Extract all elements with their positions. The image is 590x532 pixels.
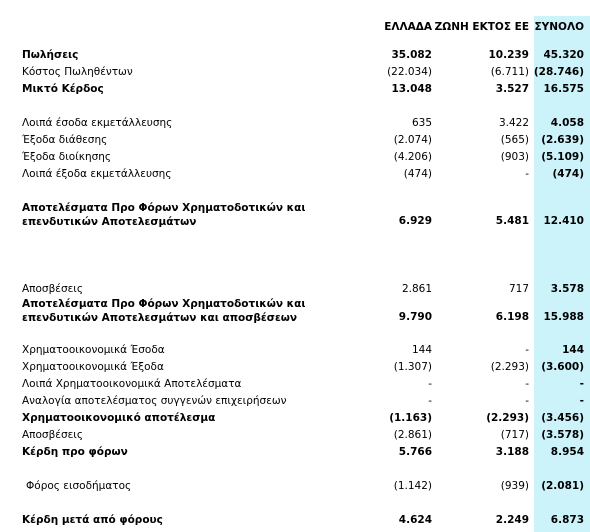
row-label: Φόρος εισοδήματος — [26, 480, 132, 492]
value-non-eu-zone: (2.293) — [486, 412, 529, 424]
value-greece: (4.206) — [393, 151, 432, 163]
value-greece: 6.929 — [398, 215, 432, 227]
row-label: Λοιπά έξοδα εκμετάλλευσης — [22, 168, 172, 180]
value-total: (2.081) — [541, 480, 584, 492]
value-non-eu-zone: 2.249 — [495, 514, 529, 526]
row-label: Έξοδα διοίκησης — [22, 151, 112, 163]
row-label: Κέρδη μετά από φόρους — [22, 514, 163, 526]
value-greece: 4.624 — [398, 514, 432, 526]
value-greece: - — [428, 395, 432, 407]
value-non-eu-zone: (903) — [500, 151, 529, 163]
value-total: 15.988 — [543, 311, 584, 323]
value-total: 45.320 — [543, 49, 584, 61]
value-greece: 35.082 — [391, 49, 432, 61]
value-greece: 13.048 — [391, 83, 432, 95]
header-total: ΣΥΝΟΛΟ — [534, 21, 584, 33]
row-label: Αποτελέσματα Προ Φόρων Χρηματοδοτικών και επενδυτικών Αποτελεσμάτων και αποσβέσεων — [22, 298, 306, 324]
value-non-eu-zone: 3.188 — [495, 446, 529, 458]
row-label: Χρηματοοικονομικό αποτέλεσμα — [22, 412, 216, 424]
value-greece: 9.790 — [398, 311, 432, 323]
value-total: (28.746) — [533, 66, 584, 78]
value-total: - — [579, 378, 584, 390]
value-non-eu-zone: 6.198 — [495, 311, 529, 323]
row-label: Κέρδη προ φόρων — [22, 446, 128, 458]
value-non-eu-zone: (939) — [500, 480, 529, 492]
value-non-eu-zone: 3.527 — [495, 83, 529, 95]
value-greece: 635 — [411, 117, 432, 129]
row-label: Αναλογία αποτελέσματος συγγενών επιχειρήσεων — [22, 395, 287, 407]
row-label: Λοιπά Χρηματοοικονομικά Αποτελέσματα — [22, 378, 242, 390]
value-total: (5.109) — [541, 151, 584, 163]
value-non-eu-zone: 717 — [508, 283, 529, 295]
row-label: Χρηματοοικονομικά Έσοδα — [22, 344, 165, 356]
value-non-eu-zone: (565) — [500, 134, 529, 146]
value-total: - — [579, 395, 584, 407]
header-non-eu-zone: ΖΩΝΗ ΕΚΤΟΣ ΕΕ — [434, 21, 529, 33]
row-label: Λοιπά έσοδα εκμετάλλευσης — [22, 117, 173, 129]
header-greece: ΕΛΛΑΔΑ — [384, 21, 432, 33]
value-greece: 5.766 — [398, 446, 432, 458]
row-label: Αποτελέσματα Προ Φόρων Χρηματοδοτικών και επενδυτικών Αποτελεσμάτων — [22, 202, 306, 228]
value-total: (2.639) — [541, 134, 584, 146]
row-label: Αποσβέσεις — [22, 429, 84, 441]
row-label: Χρηματοοικονομικά Έξοδα — [22, 361, 164, 373]
value-total: 16.575 — [543, 83, 584, 95]
value-greece: (2.074) — [393, 134, 432, 146]
value-non-eu-zone: (2.293) — [490, 361, 529, 373]
value-total: 144 — [562, 344, 584, 356]
row-label: Αποσβέσεις — [22, 283, 84, 295]
value-non-eu-zone: 10.239 — [488, 49, 529, 61]
value-total: 4.058 — [550, 117, 584, 129]
value-non-eu-zone: - — [525, 344, 529, 356]
row-label: Πωλήσεις — [22, 49, 79, 61]
value-greece: (1.142) — [393, 480, 432, 492]
value-total: (3.578) — [541, 429, 584, 441]
value-greece: 2.861 — [401, 283, 432, 295]
value-greece: (1.163) — [389, 412, 432, 424]
value-non-eu-zone: - — [525, 168, 529, 180]
value-greece: 144 — [411, 344, 432, 356]
value-greece: - — [428, 378, 432, 390]
value-non-eu-zone: (6.711) — [490, 66, 529, 78]
value-total: 3.578 — [550, 283, 584, 295]
row-label: Έξοδα διάθεσης — [22, 134, 108, 146]
value-total: 8.954 — [550, 446, 584, 458]
value-total: (474) — [552, 168, 584, 180]
value-greece: (2.861) — [393, 429, 432, 441]
value-total: 6.873 — [550, 514, 584, 526]
value-total: (3.600) — [541, 361, 584, 373]
value-non-eu-zone: 5.481 — [495, 215, 529, 227]
row-label: Μικτό Κέρδος — [22, 83, 104, 95]
value-greece: (22.034) — [387, 66, 432, 78]
row-label: Κόστος Πωληθέντων — [22, 66, 133, 78]
value-non-eu-zone: - — [525, 395, 529, 407]
value-greece: (1.307) — [393, 361, 432, 373]
value-greece: (474) — [403, 168, 432, 180]
value-total: 12.410 — [543, 215, 584, 227]
value-non-eu-zone: - — [525, 378, 529, 390]
value-non-eu-zone: 3.422 — [498, 117, 529, 129]
value-total: (3.456) — [541, 412, 584, 424]
value-non-eu-zone: (717) — [500, 429, 529, 441]
